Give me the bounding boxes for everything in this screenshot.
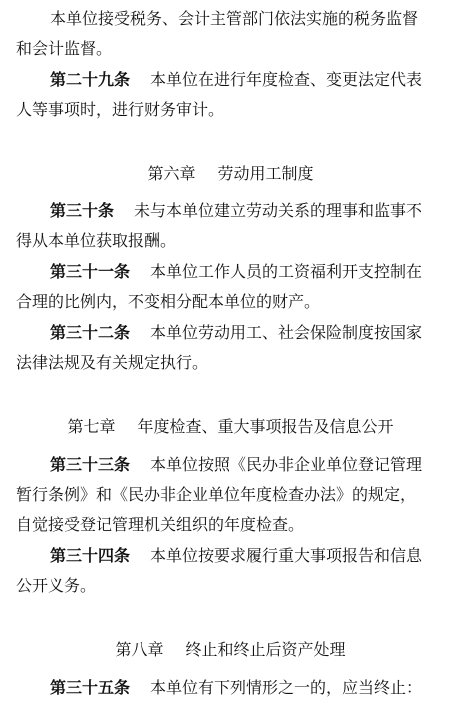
body-text: 合理的比例内，不变相分配本单位的财产。: [16, 292, 321, 311]
chapter-number: 第七章: [67, 417, 116, 436]
paragraph-line: [0, 9, 461, 29]
body-text: 得从本单位获取报酬。: [16, 231, 177, 250]
article-32: [0, 323, 461, 343]
body-text: 本单位有下列情形之一的，应当终止：: [150, 678, 423, 697]
article-number: 第三十五条: [50, 678, 131, 697]
body-text: 暂行条例》和《民办非企业单位年度检查办法》的规定，: [16, 485, 417, 504]
body-text: 本单位在进行年度检查、变更法定代表: [150, 70, 423, 89]
body-text: 本单位劳动用工、社会保险制度按国家: [150, 323, 423, 342]
paragraph-line: [0, 576, 461, 596]
article-35: [0, 678, 461, 698]
body-text: 本单位按照《民办非企业单位登记管理: [150, 455, 423, 474]
chapter-title: 年度检查、重大事项报告及信息公开: [137, 417, 394, 436]
paragraph-line: [0, 292, 461, 312]
article-34: [0, 546, 461, 566]
article-number: 第三十条: [50, 201, 115, 220]
chapter-title: 终止和终止后资产处理: [185, 640, 346, 659]
body-text: 法律法规及有关规定执行。: [16, 353, 209, 372]
body-text: 本单位接受税务、会计主管部门依法实施的税务监督: [50, 9, 419, 28]
body-text: 未与本单位建立劳动关系的理事和监事不: [134, 201, 423, 220]
chapter-number: 第六章: [147, 164, 196, 183]
article-29: [0, 70, 461, 90]
article-number: 第三十二条: [50, 323, 131, 342]
chapter-title: 劳动用工制度: [217, 164, 314, 183]
chapter-heading-8: [0, 640, 461, 660]
article-number: 第三十四条: [50, 546, 131, 565]
body-text: 本单位按要求履行重大事项报告和信息: [150, 546, 423, 565]
body-text: 本单位工作人员的工资福利开支控制在: [150, 262, 423, 281]
body-text: 公开义务。: [16, 576, 97, 595]
paragraph-line: [0, 353, 461, 373]
body-text: 和会计监督。: [16, 39, 113, 58]
article-number: 第三十三条: [50, 455, 131, 474]
article-number: 第二十九条: [50, 70, 131, 89]
article-33: [0, 455, 461, 475]
chapter-heading-7: [0, 417, 461, 437]
paragraph-line: [0, 231, 461, 251]
body-text: 人等事项时，进行财务审计。: [16, 100, 225, 119]
paragraph-line: [0, 515, 461, 535]
paragraph-line: [0, 39, 461, 59]
article-30: [0, 201, 461, 221]
paragraph-line: [0, 485, 461, 505]
article-number: 第三十一条: [50, 262, 131, 281]
chapter-number: 第八章: [115, 640, 164, 659]
article-31: [0, 262, 461, 282]
chapter-heading-6: [0, 164, 461, 184]
body-text: 自觉接受登记管理机关组织的年度检查。: [16, 515, 305, 534]
paragraph-line: [0, 100, 461, 120]
